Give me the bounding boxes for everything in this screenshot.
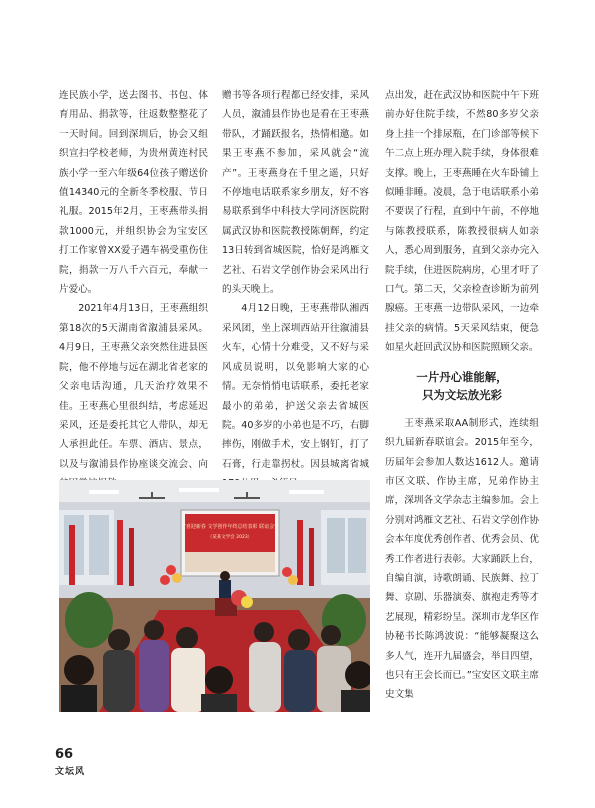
section-heading-line-1: 一片丹心谁能解， — [416, 369, 508, 384]
paragraph: 点出发，赶在武汉协和医院中午下班前办好住院手续，不然80多岁父亲身上挂一个排尿瓶，在门诊部等候下午二点上班办理入院手续，身体很难支撑。晚上，王枣燕睡在火车卧铺上似睡非睡。凌晨，急于电话联系小弟不要误了行程，直到中午前，不停地与陈教授联系，陈教授很病人如亲人，悉心周到服务，直到父亲办完入院手续，住进医院病房，心里才吁了口气。第二天，父亲检查诊断为前列腺癌。王枣燕一边带队采风，一边牵挂父亲的病情。5天采风结束，便急如星火赶回武汉协和医院照顾父亲。 — [385, 90, 539, 354]
section-heading — [385, 368, 539, 404]
paragraph: 王枣燕采取AA制形式，连续组织九届新春联谊会。2015年至今，历届年会参加人数达1612人。邀请市区文联、作协主席，兄弟作协主席，深圳各文学杂志主编参加。会上分别对鸿雁文艺社、石岩文学创作协会本年度优秀创作者、优秀会员、优秀工作者进行表彰。大家踊跃上台，自编自演，诗歌朗诵、民族舞、拉丁舞、京剧、乐器演奏、旗袍走秀等才艺展现，精彩纷呈。深圳市龙华区作协秘书长陈鸿波说：“能够凝聚这么多人气，连开九届盛会，举目四望，也只有王会长而已。”宝安区文联主席史文集 — [385, 417, 539, 701]
paragraph: 4月12日晚，王枣燕带队湘西采风团，坐上深圳西站开往溆浦县火车，心情十分难受，又不好与采风成员说明，以免影响大家的心情。无奈悄悄电话联系，委托老家最小的弟弟，护送父亲去省城医院。40多岁的小弟也是不巧，右脚摔伤，刚做手术，安上钢钉，打了石膏，行走靠拐杖。因县城离省城 — [222, 303, 369, 470]
banner-line-1: “喜迎新春 文学创作年终总结表彰 联谊会” — [183, 524, 277, 530]
article-column-2 — [222, 86, 369, 494]
paragraph: 2021年4月13日，王枣燕组织第18次的5天湖南省溆浦县采风。4月9日，王枣燕父亲突然住进县医院，他不停地与远在湖北省老家的父亲电话沟通，几天治疗效果不佳。王枣燕心里很纠结，考虑延迟采风，还是委托其它人带队，却无人承担此任。车票、酒店、景点，以及与溆浦县作协座谈交流会、向 — [59, 303, 208, 470]
section-heading-line-2: 只为文坛放光彩 — [422, 387, 502, 402]
event-photo-illustration — [59, 480, 370, 712]
page-number: 66 — [55, 747, 74, 762]
event-photo — [59, 480, 370, 712]
paragraph: 连民族小学，送去图书、书包、体育用品、捐款等，往返数整整花了一天时间。回到深圳后，协会又组织宣扫学校老师，为贵州黄连村民族小学一至六年级64位孩子赠送价值14340元的全新冬季校服、节日礼服。2015年2月，王枣燕带头捐款1000元，并组织协会为宝安区打工作家曾XX爱子遇车祸受重伤住院，捐款一万八千六百元，奉献一片爱心。 — [59, 90, 208, 296]
article-column-3 — [385, 86, 539, 705]
banner-line-2: （某某文学会 2023） — [207, 535, 253, 540]
article-column-1 — [59, 86, 208, 494]
magazine-logo: 文坛风 — [55, 767, 86, 777]
paragraph: 赠书等各项行程都已经安排，采风人员，溆浦县作协也是看在王枣燕带队，才踊跃报名，热情相邀。如果王枣燕不参加，采风就会“流产”。王枣燕身在千里之遥，只好不停地电话联系家乡朋友，好不容易联系到华中科技大学同济医院附属武汉协和医院教授陈朝辉，约定13日转到省城医院，恰好是鸿雁文艺社、石岩文学创作协会采风出行的头天晚上。 — [222, 90, 369, 296]
